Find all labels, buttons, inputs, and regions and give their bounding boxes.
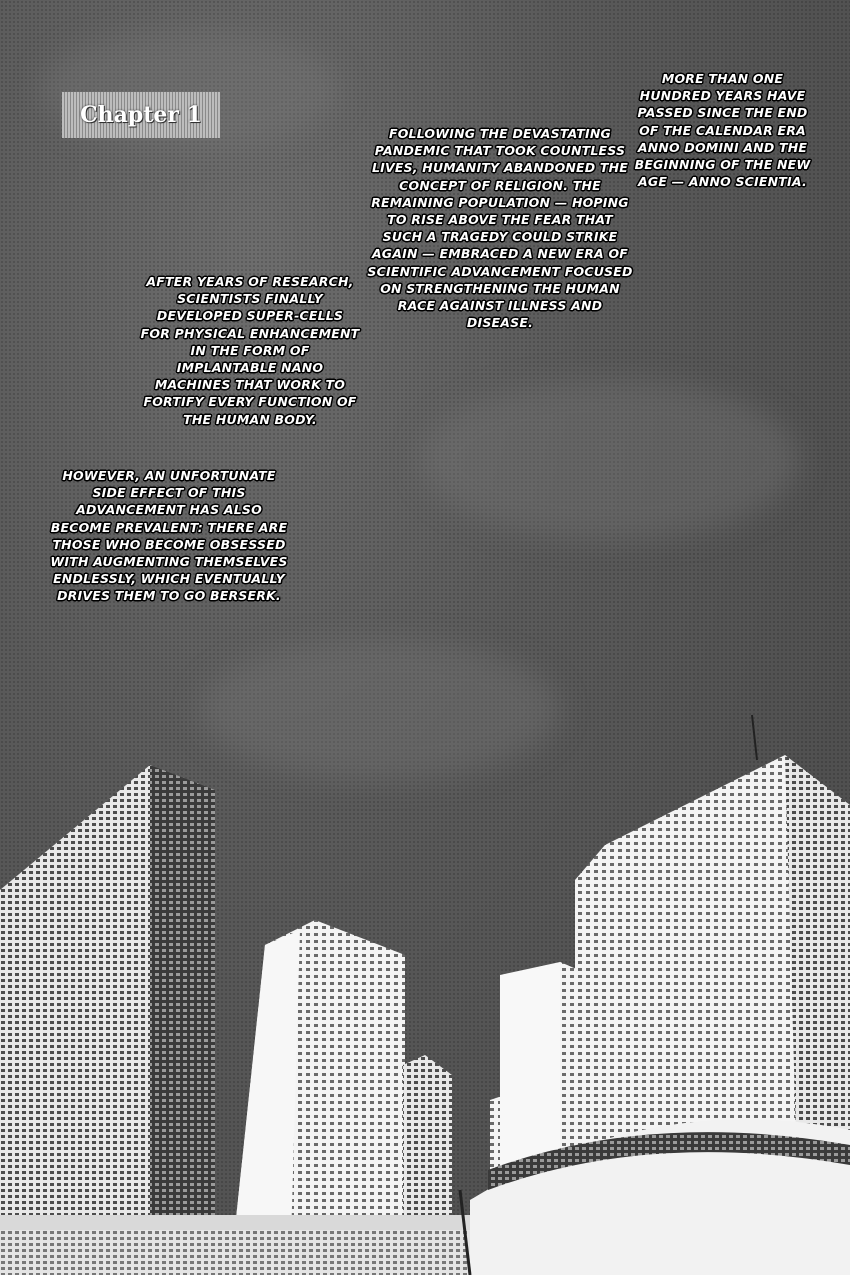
narration-caption-1: MORE THAN ONE HUNDRED YEARS HAVE PASSED SINCE THE END OF THE CALENDAR ERA ANNO DOMINI AND THE BEGINNING OF THE NEW AGE — ANNO SCIENTIA.	[634, 71, 811, 190]
antenna	[752, 715, 757, 760]
narration-caption-3: AFTER YEARS OF RESEARCH, SCIENTISTS FINALLY DEVELOPED SUPER-CELLS FOR PHYSICAL ENHANCEMENT IN THE FORM OF IMPLANTABLE NANO MACHINES THAT WORK TO FORTIFY EVERY FUNCTION OF THE HUMAN BODY.	[140, 274, 360, 427]
narration-caption-4: HOWEVER, AN UNFORTUNATE SIDE EFFECT OF THIS ADVANCEMENT HAS ALSO BECOME PREVALENT: THERE ARE THOSE WHO BECOME OBSESSED WITH AUGMENTING THEMSELVES ENDLESSLY, WHICH EVENTUALLY DRIVES THEM TO GO BERSERK.	[50, 468, 288, 604]
chapter-title	[62, 92, 220, 138]
narration-caption-2: FOLLOWING THE DEVASTATING PANDEMIC THAT TOOK COUNTLESS LIVES, HUMANITY ABANDONED THE CONCEPT OF RELIGION. THE REMAINING POPULATION — HOPING TO RISE ABOVE THE FEAR THAT SUCH A TRAGEDY COULD STRIKE AGAIN — EMBRACED A NEW ERA OF SCIENTIFIC ADVANCEMENT FOCUSED ON STRENGTHENING THE HUMAN RACE AGAINST ILLNESS AND DISEASE.	[367, 126, 633, 331]
left-skyscraper-shade	[150, 765, 215, 1275]
chapter-label: Chapter 1	[80, 102, 202, 128]
foreground-fence	[0, 1230, 470, 1275]
